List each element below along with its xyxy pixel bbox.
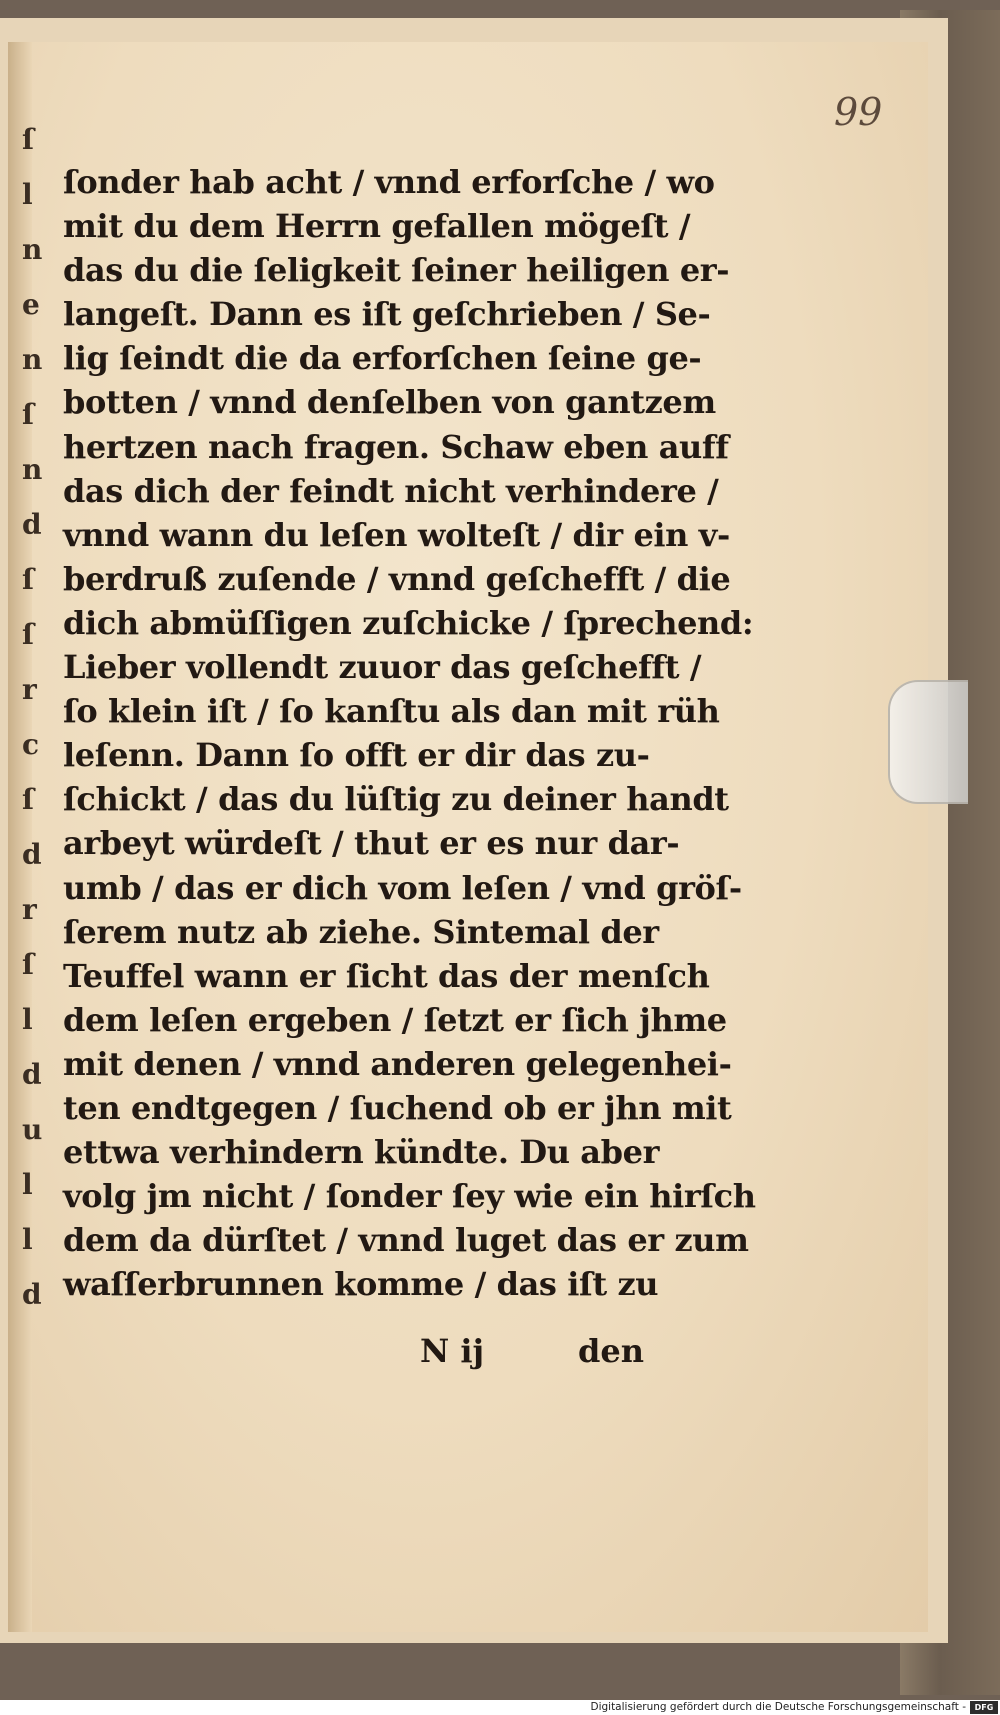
text-line: ſonder hab acht / vnnd erforſche / wo [63, 163, 715, 201]
text-line: ſchickt / das du lüſtig zu deiner handt [63, 780, 729, 819]
text-line: ſerem nutz ab ziehe. Sintemal der [63, 912, 659, 951]
text-line: mit du dem Herrn gefallen mögeſt / [63, 207, 691, 246]
text-line: langeſt. Dann es iſt geſchrieben / Se- [63, 295, 711, 334]
text-line: lig ſeindt die da erforſchen ſeine ge- [63, 339, 702, 378]
text-line: ettwa verhindern kündte. Du aber [63, 1133, 660, 1172]
text-line: waſſerbrunnen komme / das iſt zu [63, 1265, 659, 1304]
text-line: Teuffel wann er ſicht das der menſch [63, 956, 710, 995]
text-line: das dich der feindt nicht verhindere / [63, 471, 719, 510]
text-line: berdruß zuſende / vnnd geſchefft / die [63, 559, 731, 598]
text-line: dich abmüſſigen zuſchicke / ſprechend: [63, 603, 754, 642]
text-line: vnnd wann du leſen wolteſt / dir ein v- [63, 515, 730, 554]
dfg-logo: DFG [970, 1701, 998, 1714]
text-line: ſo klein iſt / ſo kanſtu als dan mit rüh [63, 692, 720, 731]
facing-page-fragment: ſ l n e n ſ n d ſ ſ r c ſ d r ſ l d u l l d [22, 123, 43, 1311]
text-line: dem leſen ergeben / ſetzt er ſich jhme [63, 1000, 727, 1039]
text-line: hertzen nach fragen. Schaw eben auff [63, 427, 729, 466]
text-line: Lieber vollendt zuuor das geſchefft / [63, 648, 702, 687]
book-page [8, 42, 928, 1632]
signature-mark: N ij [420, 1332, 485, 1370]
text-line: mit denen / vnnd anderen gelegenhei- [63, 1044, 732, 1083]
body-text [63, 160, 756, 1306]
text-line: volg jm nicht / ſonder ſey wie ein hirſch [63, 1177, 756, 1216]
text-line: leſenn. Dann ſo offt er dir das zu- [63, 736, 650, 775]
catchword: den [578, 1332, 644, 1370]
text-line: botten / vnnd denſelben von gantzem [63, 383, 716, 422]
text-line: das du die ſeligkeit ſeiner heiligen er- [63, 251, 730, 290]
funding-credit: Digitalisierung gefördert durch die Deutsche Forschungsgemeinschaft - [590, 1701, 966, 1713]
text-line: ten endtgegen / ſuchend ob er jhn mit [63, 1088, 732, 1127]
text-line: arbeyt würdeſt / thut er es nur dar- [63, 824, 680, 863]
text-line: dem da dürſtet / vnnd luget das er zum [63, 1221, 749, 1260]
folio-number: 99 [834, 90, 883, 134]
text-line: umb / das er dich vom leſen / vnd gröſ- [63, 868, 742, 907]
page-clip [888, 680, 968, 804]
page-stack [0, 18, 948, 1643]
